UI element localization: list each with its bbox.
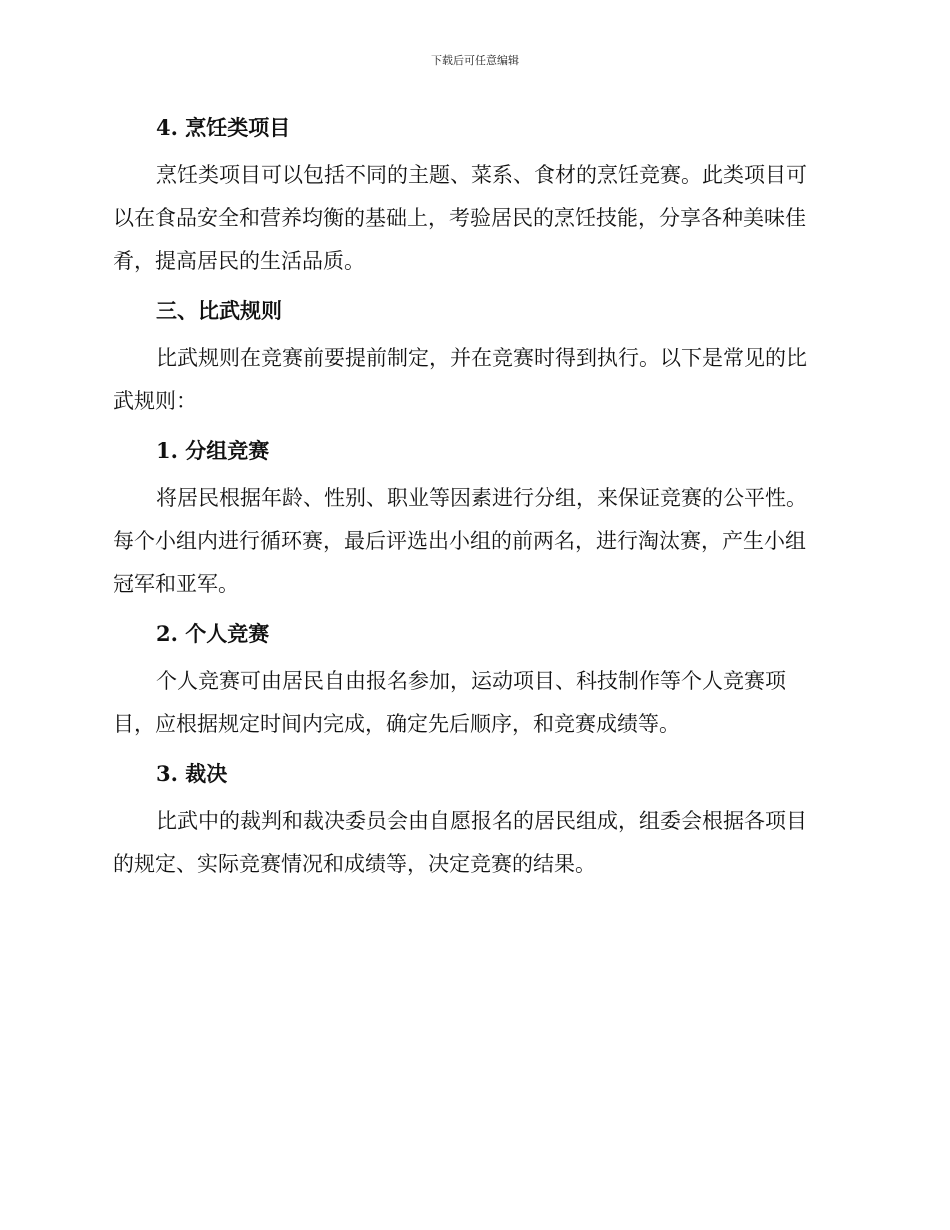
document-body: [113, 106, 835, 886]
paragraph-line: 比武规则在竞赛前要提前制定，并在竞赛时得到执行。以下是常见的比: [156, 346, 807, 370]
paragraph-line: 个人竞赛可由居民自由报名参加，运动项目、科技制作等个人竞赛项: [156, 669, 786, 693]
section-paragraph: [113, 337, 835, 423]
paragraph-line: 目，应根据规定时间内完成，确定先后顺序，和竞赛成绩等。: [113, 712, 680, 736]
paragraph-line: 冠军和亚军。: [113, 572, 239, 596]
section-heading: 三、比武规则: [156, 298, 282, 323]
section-paragraph: [113, 154, 835, 283]
paragraph-line: 每个小组内进行循环赛，最后评选出小组的前两名，进行淘汰赛，产生小组: [113, 529, 806, 553]
paragraph-line: 将居民根据年龄、性别、职业等因素进行分组，来保证竞赛的公平性。: [156, 486, 807, 510]
paragraph-line: 比武中的裁判和裁决委员会由自愿报名的居民组成，组委会根据各项目: [156, 809, 807, 833]
section-heading: 3. 裁决: [156, 761, 228, 786]
paragraph-line: 的规定、实际竞赛情况和成绩等，决定竞赛的结果。: [113, 852, 596, 876]
page-header-note: 下载后可任意编辑: [431, 54, 519, 67]
section-heading: 4. 烹饪类项目: [156, 115, 291, 140]
section-heading: 2. 个人竞赛: [156, 621, 270, 646]
paragraph-line: 肴，提高居民的生活品质。: [113, 249, 365, 273]
section-paragraph: [113, 800, 835, 886]
paragraph-line: 以在食品安全和营养均衡的基础上，考验居民的烹饪技能，分享各种美味佳: [113, 206, 806, 230]
section-heading: 1. 分组竞赛: [156, 438, 270, 463]
paragraph-line: 武规则：: [113, 389, 197, 413]
section-paragraph: [113, 477, 835, 606]
paragraph-line: 烹饪类项目可以包括不同的主题、菜系、食材的烹饪竞赛。此类项目可: [156, 163, 807, 187]
section-paragraph: [113, 660, 835, 746]
